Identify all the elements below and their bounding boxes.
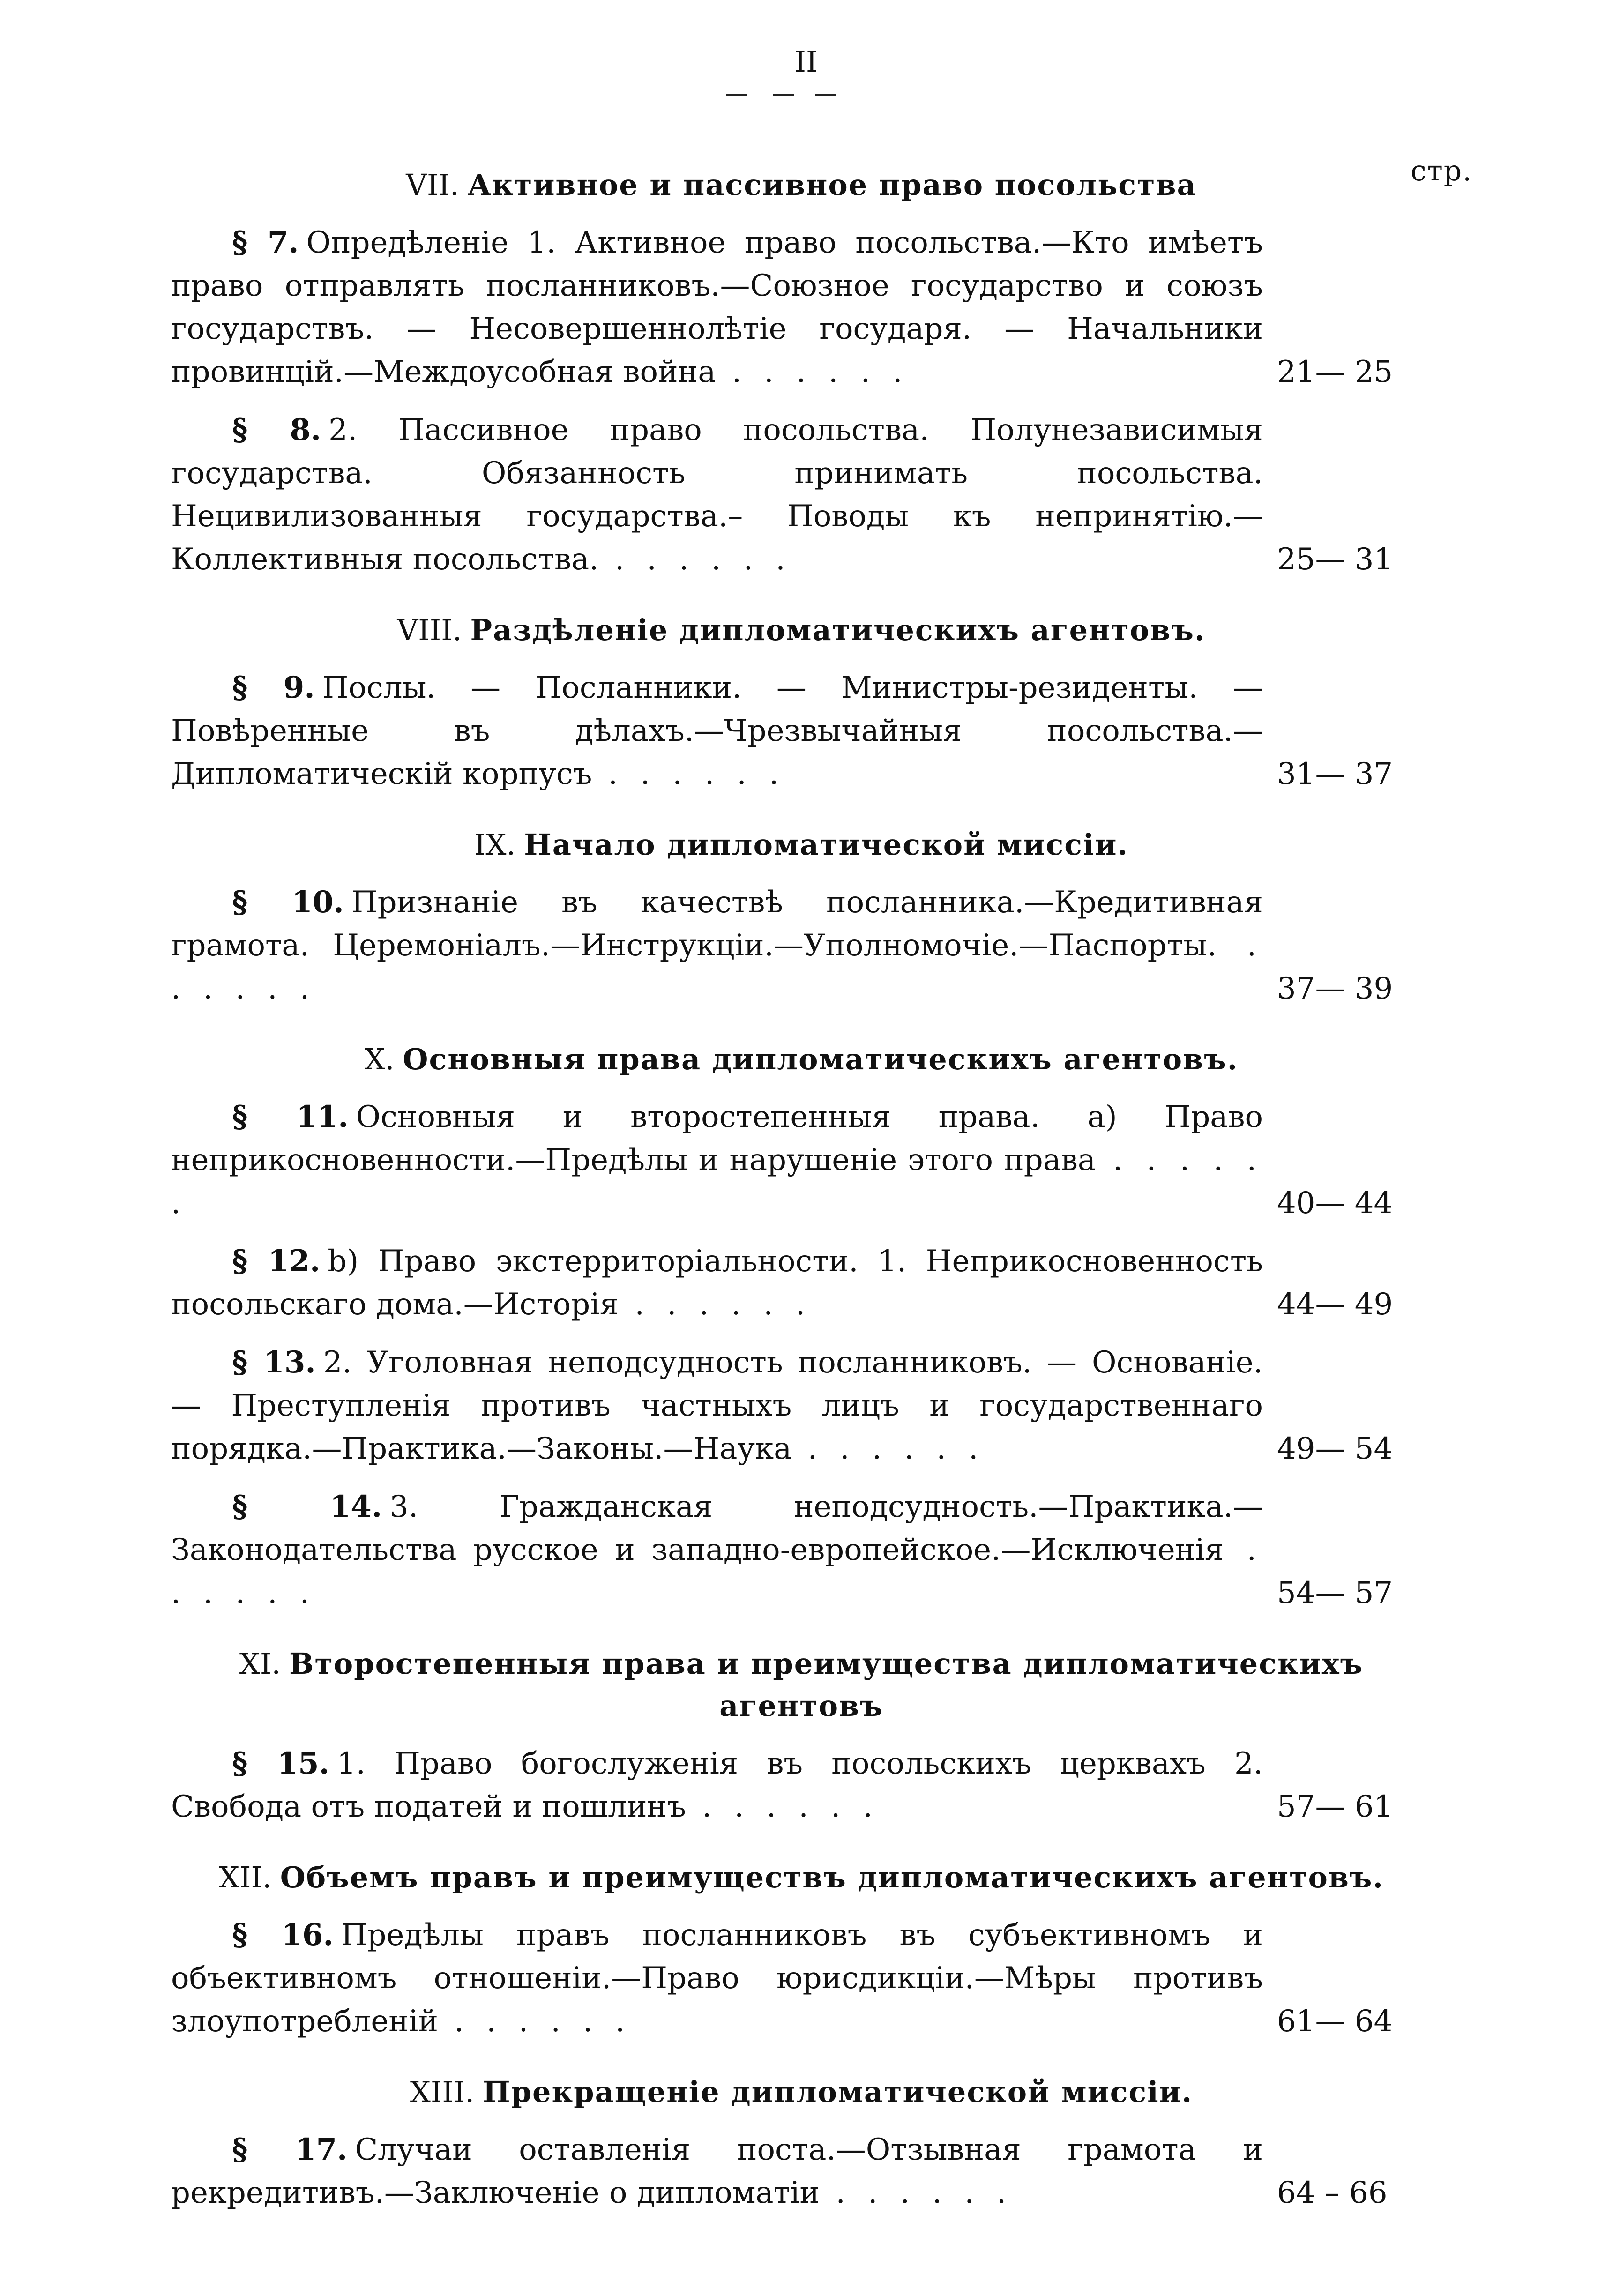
chapter-title: Активное и пассивное право посольства [467,168,1197,202]
entry-text: 2. Пассивное право посольства. Полунезависимыя государства. Обязанность принимать посольства. Нецивилизованныя государства.– Поводы къ непринятію.—Коллективныя посольства. [171,413,1263,577]
toc-section [171,1643,1432,1828]
paragraph-number: § 8. [232,412,321,447]
chapter-heading [171,824,1432,866]
toc-section [171,824,1432,1010]
page-range: 44— 49 [1277,1287,1393,1322]
leader-dots: . . . . . . [820,2176,1013,2210]
toc-entry [171,666,1432,796]
toc-section [171,164,1432,581]
toc-section [171,1856,1432,2043]
chapter-title: Раздѣленіе дипломатическихъ агентовъ. [470,613,1206,647]
leader-dots: . . . . . . [438,2004,632,2039]
chapter-title: Основныя права дипломатическихъ агентовъ. [403,1042,1239,1076]
paragraph-number: § 11. [232,1099,349,1134]
leader-dots: . . . . . . [619,1287,812,1322]
leader-dots: . . . . . . [592,757,785,791]
paragraph-number: § 12. [232,1244,321,1279]
toc-entry [171,1914,1432,2043]
leader-dots: . . . . . . [171,1533,1263,1610]
entry-text: Предѣлы правъ посланниковъ въ субъективномъ и объективномъ отношеніи.—Право юрисдикціи.—Мѣры противъ злоупотребленій [171,1918,1263,2039]
chapter-heading [171,2071,1432,2113]
page-number: II [794,45,818,79]
page-range: 57— 61 [1277,1789,1393,1824]
chapter-title: Второстепенныя права и преимущества дипломатическихъ агентовъ [289,1647,1364,1723]
chapter-heading [171,1038,1432,1081]
paragraph-number: § 10. [232,885,344,920]
entry-text: Послы. — Посланники. — Министры-резиденты. —Повѣренные въ дѣлахъ.—Чрезвычайныя посольства.—Дипломатическій корпусъ [171,671,1263,791]
page-range: 21— 25 [1277,355,1393,389]
leader-dots: . . . . . . [716,355,909,389]
chapter-roman-numeral: X. [364,1042,395,1076]
toc-entry [171,221,1432,394]
page-range: 61— 64 [1277,2004,1393,2039]
entry-text: 1. Право богослуженія въ посольскихъ церквахъ 2. Свобода отъ податей и пошлинъ [171,1746,1263,1824]
leader-dots: . . . . . . [171,1143,1263,1221]
paragraph-number: § 14. [232,1489,382,1524]
page-range: 54— 57 [1277,1576,1393,1610]
entry-text: Опредѣленіе 1. Активное право посольства.—Кто имѣетъ право отправлять посланниковъ.—Союзное государство и союзъ государствъ. — Несовершеннолѣтіе государя. — Начальники провинцій.—Междоусобная война [171,225,1263,389]
leader-dots: . . . . . . [171,928,1263,1006]
leader-dots: . . . . . . [598,542,792,577]
chapter-roman-numeral: XIII. [410,2075,475,2109]
paragraph-number: § 17. [232,2132,348,2167]
chapter-roman-numeral: IX. [474,827,516,862]
toc-entry [171,1096,1432,1225]
page-range: 64 – 66 [1277,2176,1388,2210]
entry-text: Случаи оставленія поста.—Отзывная грамота и рекредитивъ.—Заключеніе о дипломатіи [171,2132,1263,2210]
toc-entry [171,409,1432,581]
chapter-title: Прекращеніе дипломатической миссіи. [483,2075,1193,2109]
leader-dots: . . . . . . [686,1789,880,1824]
paragraph-number: § 15. [232,1746,329,1781]
chapter-title: Начало дипломатической миссіи. [524,827,1129,862]
entry-text: b) Право экстерриторіальности. 1. Неприкосновенность посольскаго дома.—Исторія [171,1244,1263,1322]
chapter-heading [171,164,1432,206]
toc-entry [171,1485,1432,1615]
toc-section [171,609,1432,796]
page-range: 31— 37 [1277,757,1393,791]
chapter-roman-numeral: VII. [406,168,459,202]
paragraph-number: § 16. [232,1917,334,1953]
page-range: 40— 44 [1277,1186,1393,1221]
paragraph-number: § 7. [232,225,299,260]
toc-entry [171,1341,1432,1470]
toc-entry [171,1240,1432,1326]
chapter-heading [171,609,1432,651]
page-range: 49— 54 [1277,1431,1393,1466]
toc-entry [171,2128,1432,2214]
toc-entry [171,881,1432,1010]
chapter-roman-numeral: XII. [218,1860,272,1894]
table-of-contents [171,164,1432,2243]
leader-dots: . . . . . . [791,1431,985,1466]
page-range: 25— 31 [1277,542,1393,577]
toc-entry [171,1742,1432,1828]
chapter-heading [171,1643,1432,1727]
entry-text: 3. Гражданская неподсудность.—Практика.—Законодательства русское и западно-европейское.—Исключенія [171,1490,1263,1567]
page-range: 37— 39 [1277,971,1393,1006]
entry-text: Основныя и второстепенныя права. a) Право неприкосновенности.—Предѣлы и нарушеніе этого права [171,1100,1263,1178]
chapter-roman-numeral: XI. [239,1647,281,1681]
toc-section [171,1038,1432,1615]
entry-text: Признаніе въ качествѣ посланника.—Кредитивная грамота. Церемоніалъ.—Инструкціи.—Уполномочіе.—Паспорты. [171,885,1263,963]
paragraph-number: § 9. [232,670,315,705]
toc-section [171,2071,1432,2214]
page-column-label: стр. [1411,155,1473,187]
paragraph-number: § 13. [232,1345,316,1380]
entry-text: 2. Уголовная неподсудность посланниковъ. — Основаніе. — Преступленія противъ частныхъ лицъ и государственнаго порядка.—Практика.—Законы.—Наука [171,1345,1263,1466]
chapter-title: Объемъ правъ и преимуществъ дипломатическихъ агентовъ. [280,1860,1384,1894]
chapter-heading [171,1856,1432,1899]
chapter-roman-numeral: VIII. [397,613,462,647]
page-number-rule [717,94,848,97]
